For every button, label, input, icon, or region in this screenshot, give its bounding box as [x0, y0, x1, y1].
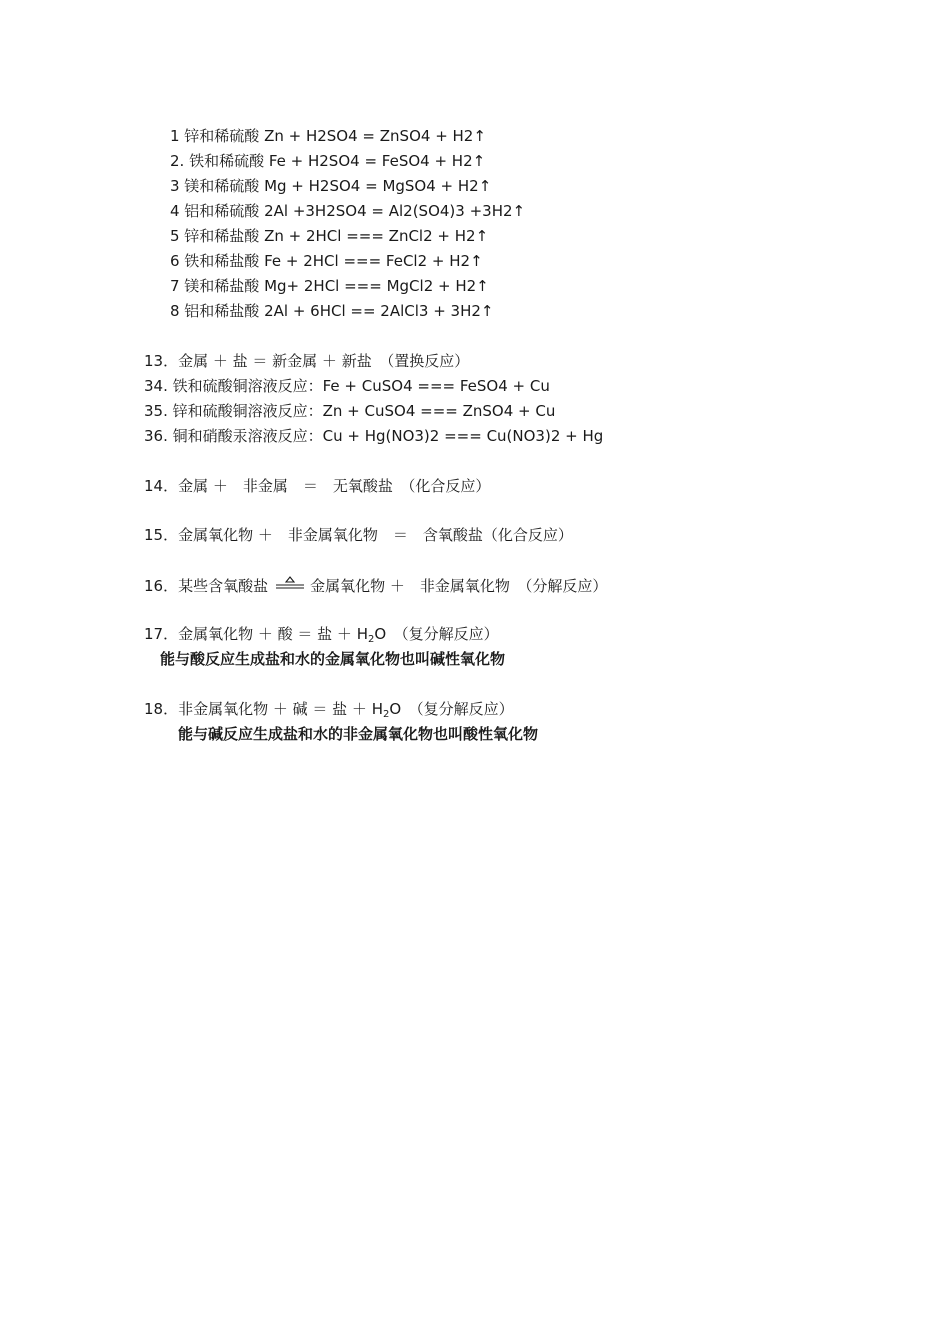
section-17-subscript: 2	[367, 634, 375, 645]
reaction-line-7: 7 镁和稀盐酸 Mg+ 2HCl === MgCl2 + H2↑	[170, 277, 489, 295]
reaction-line-4: 4 铝和稀硫酸 2Al +3H2SO4 = Al2(SO4)3 +3H2↑	[170, 202, 526, 220]
section-13-heading: 13．金属 ＋ 盐 ＝ 新金属 ＋ 新盐 （置换反应）	[144, 352, 470, 370]
section-16-products: 金属氧化物 ＋ 非金属氧化物 （分解反应）	[310, 577, 608, 595]
section-14-heading: 14．金属 ＋ 非金属 ＝ 无氧酸盐 （化合反应）	[144, 477, 491, 495]
section-15-heading: 15．金属氧化物 ＋ 非金属氧化物 ＝ 含氧酸盐（化合反应）	[144, 526, 573, 544]
reaction-line-8: 8 铝和稀盐酸 2Al + 6HCl == 2AlCl3 + 3H2↑	[170, 302, 494, 320]
reaction-line-5: 5 锌和稀盐酸 Zn + 2HCl === ZnCl2 + H2↑	[170, 227, 489, 245]
section-17-equation-end: O （复分解反应）	[374, 625, 499, 643]
section-18-subscript: 2	[382, 709, 390, 720]
reaction-line-1: 1 锌和稀硫酸 Zn + H2SO4 = ZnSO4 + H2↑	[170, 127, 486, 145]
reaction-line-3: 3 镁和稀硫酸 Mg + H2SO4 = MgSO4 + H2↑	[170, 177, 492, 195]
section-18-heading	[144, 699, 514, 719]
section-13-item-35: 35. 锌和硫酸铜溶液反应：Zn + CuSO4 === ZnSO4 + Cu	[144, 402, 556, 420]
section-16-heading	[144, 574, 607, 596]
reaction-line-6: 6 铁和稀盐酸 Fe + 2HCl === FeCl2 + H2↑	[170, 252, 483, 270]
section-18-equation-end: O （复分解反应）	[389, 700, 514, 718]
section-13-item-36: 36. 铜和硝酸汞溶液反应：Cu + Hg(NO3)2 === Cu(NO3)2 + Hg	[144, 427, 604, 445]
section-18-equation-start: 18．非金属氧化物 ＋ 碱 ＝ 盐 ＋ H	[144, 700, 383, 718]
section-17-note: 能与酸反应生成盐和水的金属氧化物也叫碱性氧化物	[160, 650, 506, 668]
section-13-item-34: 34. 铁和硫酸铜溶液反应：Fe + CuSO4 === FeSO4 + Cu	[144, 377, 550, 395]
section-17-equation-start: 17．金属氧化物 ＋ 酸 ＝ 盐 ＋ H	[144, 625, 368, 643]
section-17-heading	[144, 624, 499, 644]
heating-condition-icon	[274, 574, 306, 594]
section-16-reactant: 16．某些含氧酸盐	[144, 577, 269, 595]
section-18-note: 能与碱反应生成盐和水的非金属氧化物也叫酸性氧化物	[178, 725, 539, 743]
reaction-line-2: 2. 铁和稀硫酸 Fe + H2SO4 = FeSO4 + H2↑	[170, 152, 486, 170]
